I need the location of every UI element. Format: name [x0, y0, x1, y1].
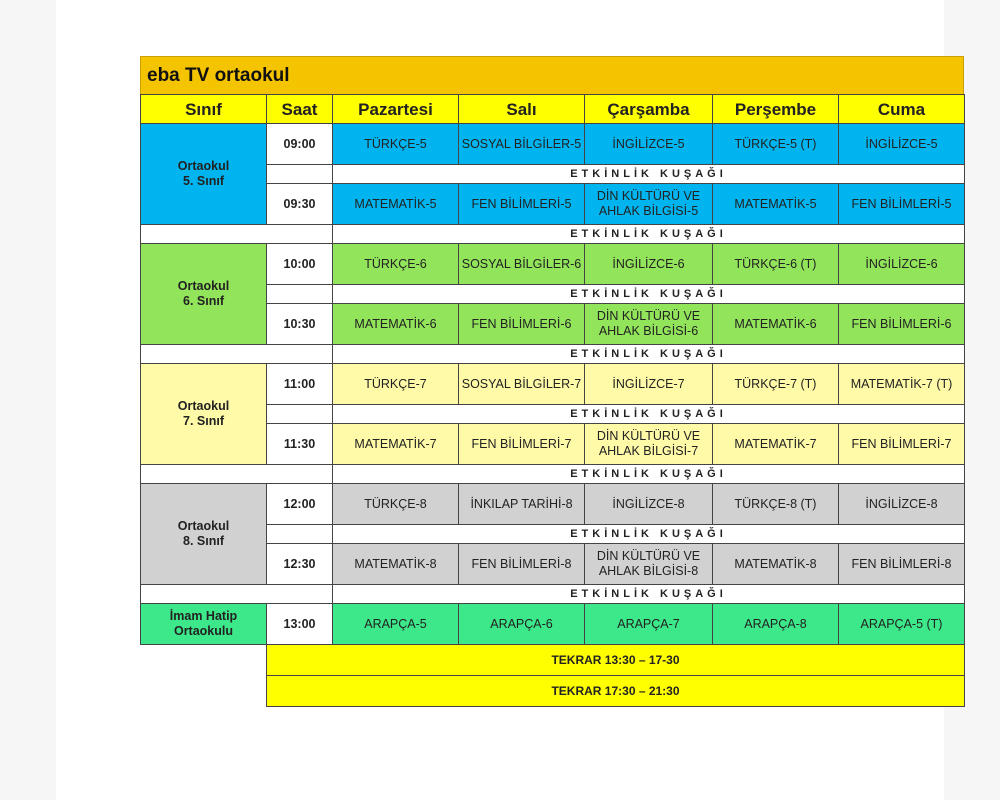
grade-line-2: 8. Sınıf — [183, 534, 224, 548]
lesson-cell: FEN BİLİMLERİ-5 — [839, 184, 965, 225]
grade-line-1: Ortaokul — [177, 399, 230, 413]
lesson-row — [141, 604, 965, 645]
lesson-cell: SOSYAL BİLGİLER-5 — [459, 124, 585, 165]
grade-line-2: Ortaokulu — [173, 624, 234, 638]
blank-cell — [141, 585, 333, 604]
blank-cell — [267, 405, 333, 424]
blank-cell — [267, 285, 333, 304]
grade-line-1: Ortaokul — [177, 159, 230, 173]
time-cell: 12:30 — [267, 544, 333, 585]
lesson-cell: MATEMATİK-6 — [333, 304, 459, 345]
time-cell: 13:00 — [267, 604, 333, 645]
repeat-band: TEKRAR 13:30 – 17-30 — [267, 645, 965, 676]
column-header: Pazartesi — [333, 95, 459, 124]
lesson-cell: DİN KÜLTÜRÜ VE AHLAK BİLGİSİ-7 — [585, 424, 713, 465]
time-cell: 10:00 — [267, 244, 333, 285]
lesson-cell: TÜRKÇE-6 — [333, 244, 459, 285]
schedule-wrapper — [140, 56, 965, 707]
column-header: Saat — [267, 95, 333, 124]
blank-cell — [267, 165, 333, 184]
lesson-cell: MATEMATİK-5 — [333, 184, 459, 225]
lesson-cell: FEN BİLİMLERİ-6 — [839, 304, 965, 345]
lesson-cell: FEN BİLİMLERİ-6 — [459, 304, 585, 345]
column-header: Sınıf — [141, 95, 267, 124]
activity-band: ETKİNLİK KUŞAĞI — [333, 525, 965, 544]
activity-band-row — [141, 585, 965, 604]
document-page — [56, 0, 953, 800]
lesson-cell: TÜRKÇE-5 (T) — [713, 124, 839, 165]
grade-cell — [141, 244, 267, 345]
lesson-cell: DİN KÜLTÜRÜ VE AHLAK BİLGİSİ-6 — [585, 304, 713, 345]
activity-band: ETKİNLİK KUŞAĞI — [333, 165, 965, 184]
blank-cell — [141, 225, 333, 244]
lesson-cell: TÜRKÇE-6 (T) — [713, 244, 839, 285]
repeat-row — [141, 676, 965, 707]
activity-band-row — [141, 225, 965, 244]
activity-band: ETKİNLİK KUŞAĞI — [333, 465, 965, 484]
lesson-row — [141, 364, 965, 405]
activity-band: ETKİNLİK KUŞAĞI — [333, 405, 965, 424]
grade-line-2: 7. Sınıf — [183, 414, 224, 428]
grade-line-1: İmam Hatip — [169, 609, 238, 623]
lesson-cell: FEN BİLİMLERİ-8 — [839, 544, 965, 585]
lesson-cell: MATEMATİK-7 (T) — [839, 364, 965, 405]
lesson-cell: MATEMATİK-7 — [333, 424, 459, 465]
activity-band-row — [141, 465, 965, 484]
lesson-row — [141, 124, 965, 165]
lesson-cell: ARAPÇA-6 — [459, 604, 585, 645]
lesson-cell: TÜRKÇE-7 (T) — [713, 364, 839, 405]
page-title: eba TV ortaokul — [140, 56, 964, 94]
repeat-band: TEKRAR 17:30 – 21:30 — [267, 676, 965, 707]
lesson-cell: TÜRKÇE-8 — [333, 484, 459, 525]
lesson-row — [141, 484, 965, 525]
lesson-cell: DİN KÜLTÜRÜ VE AHLAK BİLGİSİ-5 — [585, 184, 713, 225]
header-row — [141, 95, 965, 124]
lesson-cell: MATEMATİK-8 — [713, 544, 839, 585]
lesson-cell: İNGİLİZCE-5 — [839, 124, 965, 165]
lesson-cell: DİN KÜLTÜRÜ VE AHLAK BİLGİSİ-8 — [585, 544, 713, 585]
grade-cell — [141, 124, 267, 225]
lesson-cell: TÜRKÇE-5 — [333, 124, 459, 165]
activity-band-row — [141, 345, 965, 364]
blank-cell — [267, 525, 333, 544]
lesson-cell: İNGİLİZCE-6 — [839, 244, 965, 285]
lesson-cell: ARAPÇA-7 — [585, 604, 713, 645]
lesson-cell: MATEMATİK-7 — [713, 424, 839, 465]
time-cell: 12:00 — [267, 484, 333, 525]
lesson-cell: FEN BİLİMLERİ-8 — [459, 544, 585, 585]
lesson-cell: MATEMATİK-6 — [713, 304, 839, 345]
lesson-cell: MATEMATİK-5 — [713, 184, 839, 225]
grade-line-1: Ortaokul — [177, 519, 230, 533]
time-cell: 10:30 — [267, 304, 333, 345]
lesson-cell: FEN BİLİMLERİ-7 — [459, 424, 585, 465]
lesson-cell: İNGİLİZCE-5 — [585, 124, 713, 165]
lesson-cell: İNGİLİZCE-7 — [585, 364, 713, 405]
time-cell: 11:30 — [267, 424, 333, 465]
activity-band: ETKİNLİK KUŞAĞI — [333, 345, 965, 364]
schedule-table — [140, 94, 965, 707]
repeat-row — [141, 645, 965, 676]
grade-cell — [141, 604, 267, 645]
lesson-cell: İNGİLİZCE-6 — [585, 244, 713, 285]
blank-cell — [141, 465, 333, 484]
lesson-cell: ARAPÇA-8 — [713, 604, 839, 645]
lesson-cell: ARAPÇA-5 (T) — [839, 604, 965, 645]
lesson-cell: FEN BİLİMLERİ-7 — [839, 424, 965, 465]
lesson-cell: SOSYAL BİLGİLER-6 — [459, 244, 585, 285]
activity-band: ETKİNLİK KUŞAĞI — [333, 585, 965, 604]
lesson-cell: TÜRKÇE-7 — [333, 364, 459, 405]
time-cell: 11:00 — [267, 364, 333, 405]
lesson-cell: İNGİLİZCE-8 — [839, 484, 965, 525]
time-cell: 09:30 — [267, 184, 333, 225]
lesson-cell: ARAPÇA-5 — [333, 604, 459, 645]
grade-line-2: 5. Sınıf — [183, 174, 224, 188]
grade-cell — [141, 364, 267, 465]
blank-cell — [141, 345, 333, 364]
blank-cell — [141, 645, 267, 676]
grade-line-1: Ortaokul — [177, 279, 230, 293]
column-header: Cuma — [839, 95, 965, 124]
time-cell: 09:00 — [267, 124, 333, 165]
activity-band: ETKİNLİK KUŞAĞI — [333, 225, 965, 244]
lesson-cell: SOSYAL BİLGİLER-7 — [459, 364, 585, 405]
column-header: Perşembe — [713, 95, 839, 124]
column-header: Çarşamba — [585, 95, 713, 124]
lesson-cell: TÜRKÇE-8 (T) — [713, 484, 839, 525]
lesson-cell: İNGİLİZCE-8 — [585, 484, 713, 525]
activity-band: ETKİNLİK KUŞAĞI — [333, 285, 965, 304]
lesson-row — [141, 244, 965, 285]
blank-cell — [141, 676, 267, 707]
lesson-cell: MATEMATİK-8 — [333, 544, 459, 585]
lesson-cell: FEN BİLİMLERİ-5 — [459, 184, 585, 225]
grade-cell — [141, 484, 267, 585]
lesson-cell: İNKILAP TARİHİ-8 — [459, 484, 585, 525]
column-header: Salı — [459, 95, 585, 124]
grade-line-2: 6. Sınıf — [183, 294, 224, 308]
